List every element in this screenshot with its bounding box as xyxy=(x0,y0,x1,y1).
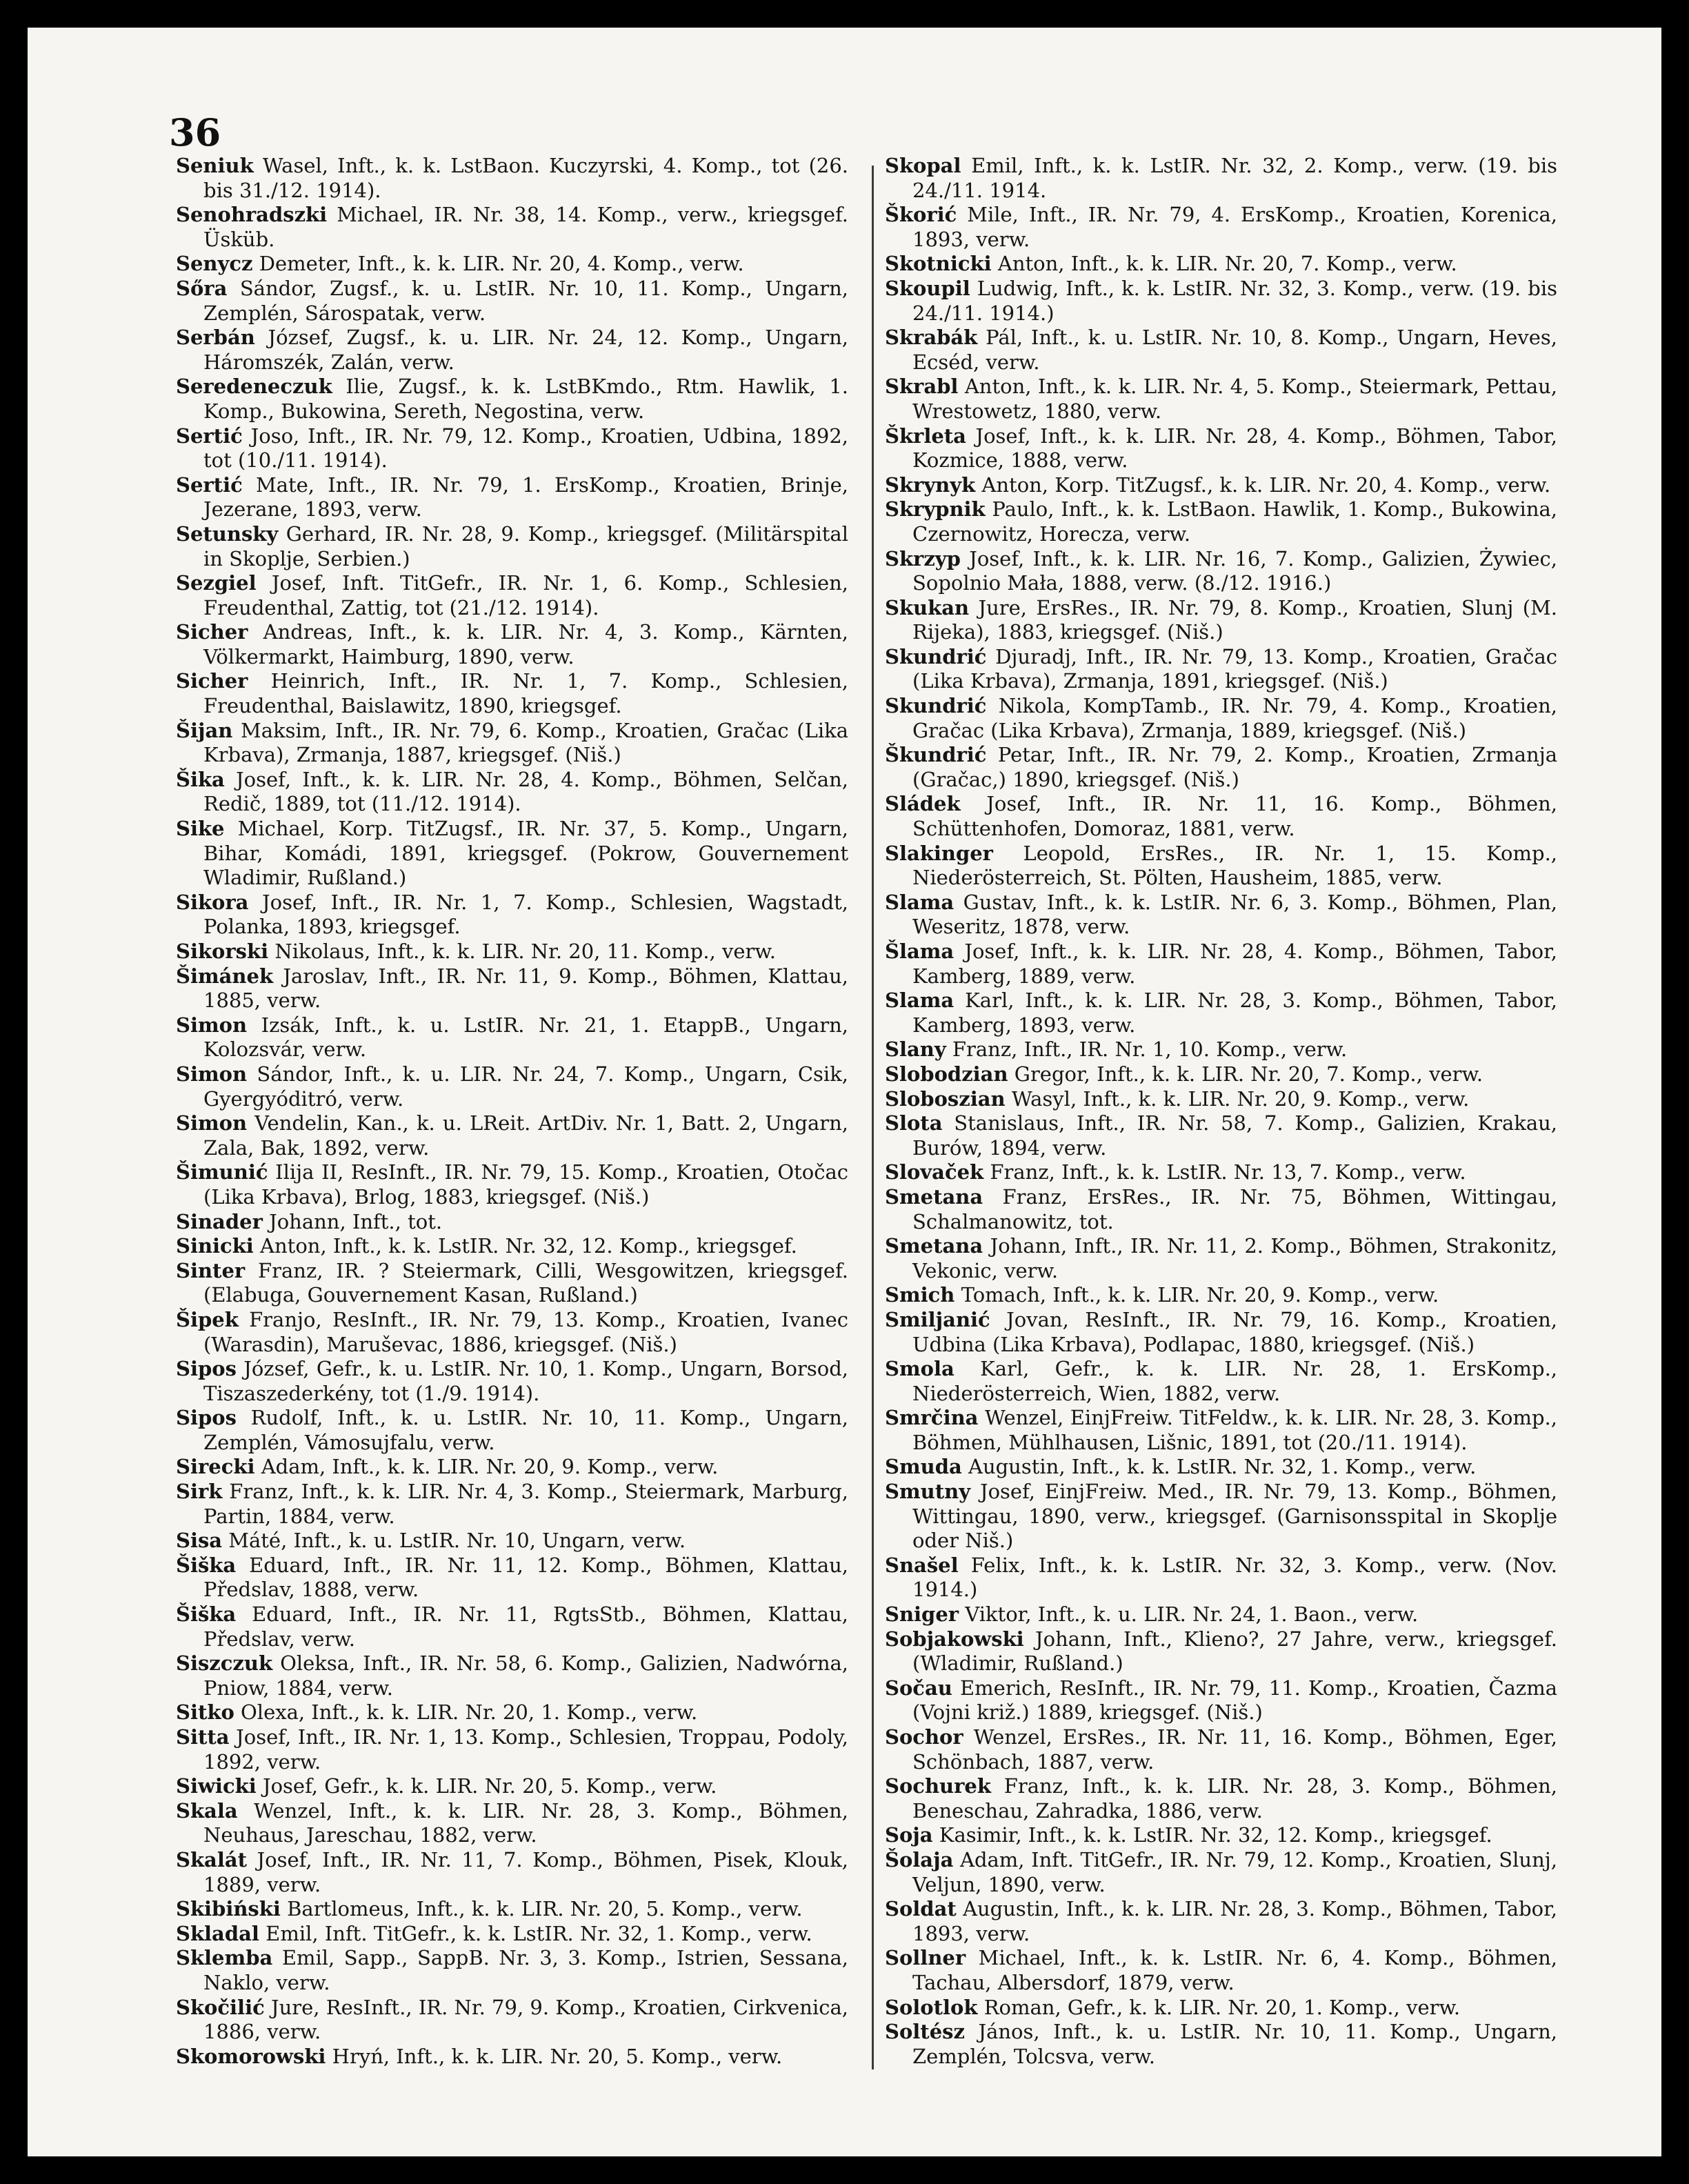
register-entry xyxy=(176,1455,848,1480)
entry-details: Anton, Inft., k. k. LIR. Nr. 4, 5. Komp., Steiermark, Pettau, Wrestowetz, 1880, verw. xyxy=(912,375,1558,423)
entry-details: Augustin, Inft., k. k. LIR. Nr. 28, 3. Komp., Böhmen, Tabor, 1893, verw. xyxy=(912,1897,1558,1945)
entry-surname: Smrčina xyxy=(885,1406,979,1430)
entry-surname: Sočau xyxy=(885,1676,952,1700)
register-entry xyxy=(885,203,1557,252)
entry-surname: Sládek xyxy=(885,792,961,816)
register-entry xyxy=(176,571,848,620)
register-entry xyxy=(885,891,1557,940)
entry-surname: Smiljanić xyxy=(885,1307,990,1331)
entry-surname: Sirk xyxy=(176,1480,223,1504)
register-entry xyxy=(885,1111,1557,1160)
register-entry xyxy=(176,669,848,718)
entry-details: Tomach, Inft., k. k. LIR. Nr. 20, 9. Komp., verw. xyxy=(961,1283,1439,1307)
entry-surname: Sinader xyxy=(176,1209,263,1233)
entry-surname: Seredeneczuk xyxy=(176,375,332,399)
register-entry xyxy=(176,154,848,203)
page-number: 36 xyxy=(169,110,221,155)
register-entry xyxy=(176,1210,848,1235)
right-column xyxy=(885,154,1557,2069)
register-entry xyxy=(885,1406,1557,1455)
register-entry xyxy=(885,1602,1557,1627)
entry-surname: Šiška xyxy=(176,1602,237,1627)
register-entry xyxy=(176,1996,848,2045)
left-column xyxy=(176,154,848,2069)
entry-surname: Skundrić xyxy=(885,694,987,718)
register-entry xyxy=(885,940,1557,989)
register-entry xyxy=(885,473,1557,498)
entry-details: Rudolf, Inft., k. u. LstIR. Nr. 10, 11. Komp., Ungarn, Zemplén, Vámosujfalu, verw. xyxy=(203,1406,848,1454)
entry-surname: Sikorski xyxy=(176,940,269,963)
register-entry xyxy=(885,1455,1557,1480)
register-entry xyxy=(176,1922,848,1947)
register-entry xyxy=(176,817,848,891)
entry-details: Emil, Inft. TitGefr., k. k. LstIR. Nr. 32, 1. Komp., verw. xyxy=(266,1921,812,1945)
register-entry xyxy=(176,1111,848,1160)
register-entry xyxy=(176,1725,848,1774)
register-entry xyxy=(176,1013,848,1062)
entry-details: Jure, ResInft., IR. Nr. 79, 9. Komp., Kroatien, Cirkvenica, 1886, verw. xyxy=(203,1995,849,2044)
entry-details: Pál, Inft., k. u. LstIR. Nr. 10, 8. Komp., Ungarn, Heves, Ecséd, verw. xyxy=(912,326,1557,374)
register-entry xyxy=(885,326,1557,375)
entry-details: Josef, Inft., IR. Nr. 1, 13. Komp., Schlesien, Troppau, Podoly, 1892, verw. xyxy=(203,1725,848,1774)
entry-details: Michael, Korp. TitZugsf., IR. Nr. 37, 5. Komp., Ungarn, Bihar, Komádi, 1891, kriegsgef. (Pokrow, Gouvernement Wladimir, Rußland.) xyxy=(203,817,848,890)
register-entry xyxy=(885,1038,1557,1062)
entry-surname: Skalát xyxy=(176,1847,248,1872)
entry-details: Máté, Inft., k. u. LstIR. Nr. 10, Ungarn, verw. xyxy=(228,1529,686,1553)
entry-details: Mile, Inft., IR. Nr. 79, 4. ErsKomp., Kroatien, Korenica, 1893, verw. xyxy=(912,203,1557,251)
entry-details: Franz, Inft., k. k. LIR. Nr. 4, 3. Komp., Steiermark, Marburg, Partin, 1884, verw. xyxy=(203,1480,849,1528)
register-entry xyxy=(885,694,1557,743)
entry-surname: Skibiński xyxy=(176,1897,281,1921)
register-entry xyxy=(176,424,848,473)
register-entry xyxy=(885,497,1557,546)
entry-surname: Šimánek xyxy=(176,964,274,988)
entry-surname: Sinter xyxy=(176,1258,246,1282)
entry-details: Josef, Inft., k. k. LIR. Nr. 28, 4. Komp., Böhmen, Tabor, Kamberg, 1889, verw. xyxy=(912,940,1557,988)
entry-details: József, Zugsf., k. u. LIR. Nr. 24, 12. Komp., Ungarn, Háromszék, Zalán, verw. xyxy=(203,326,849,374)
entry-details: Emil, Sapp., SappB. Nr. 3, 3. Komp., Istrien, Sessana, Naklo, verw. xyxy=(203,1946,849,1994)
entry-surname: Sezgiel xyxy=(176,571,257,595)
register-entry xyxy=(176,1357,848,1406)
register-entry xyxy=(176,1946,848,1995)
register-entry xyxy=(176,252,848,277)
entry-details: Josef, EinjFreiw. Med., IR. Nr. 79, 13. Komp., Böhmen, Wittingau, 1890, verw., kriegsgef. (Garnisonsspital in Skoplje oder Niš.) xyxy=(912,1480,1558,1553)
register-entry xyxy=(176,1160,848,1209)
entry-details: Nikolaus, Inft., k. k. LIR. Nr. 20, 11. Komp., verw. xyxy=(274,940,777,963)
entry-surname: Simon xyxy=(176,1013,248,1037)
entry-details: Michael, IR. Nr. 38, 14. Komp., verw., kriegsgef. Üsküb. xyxy=(203,203,848,251)
entry-details: Demeter, Inft., k. k. LIR. Nr. 20, 4. Komp., verw. xyxy=(259,252,744,276)
entry-surname: Šika xyxy=(176,767,225,791)
entry-surname: Slama xyxy=(885,890,955,914)
entry-details: Anton, Korp. TitZugsf., k. k. LIR. Nr. 20, 4. Komp., verw. xyxy=(981,473,1551,497)
register-entry xyxy=(885,424,1557,473)
entry-details: Leopold, ErsRes., IR. Nr. 1, 15. Komp., Niederösterreich, St. Pölten, Hausheim, 1885, verw. xyxy=(912,841,1557,890)
entry-surname: Snašel xyxy=(885,1553,959,1577)
entry-details: Karl, Gefr., k. k. LIR. Nr. 28, 1. ErsKomp., Niederösterreich, Wien, 1882, verw. xyxy=(912,1357,1558,1405)
register-entry xyxy=(885,1553,1557,1602)
entry-surname: Slany xyxy=(885,1038,946,1062)
entry-surname: Smola xyxy=(885,1357,955,1381)
entry-details: Josef, Inft., k. k. LIR. Nr. 16, 7. Komp., Galizien, Żywiec, Sopolnio Mała, 1888, verw. (8./12. 1916.) xyxy=(912,546,1558,595)
entry-surname: Skotnicki xyxy=(885,252,992,276)
register-entry xyxy=(885,1946,1557,1995)
entry-surname: Simon xyxy=(176,1111,248,1135)
register-entry xyxy=(885,989,1557,1038)
entry-surname: Slobodzian xyxy=(885,1062,1008,1086)
entry-details: Gustav, Inft., k. k. LstIR. Nr. 6, 3. Komp., Böhmen, Plan, Weseritz, 1878, verw. xyxy=(912,890,1557,939)
entry-surname: Sinicki xyxy=(176,1234,254,1258)
register-entry xyxy=(885,645,1557,694)
entry-details: Djuradj, Inft., IR. Nr. 79, 13. Komp., Kroatien, Gračac (Lika Krbava), Zrmanja, 1891, kriegsgef. (Niš.) xyxy=(912,644,1557,693)
entry-surname: Sike xyxy=(176,817,225,841)
entry-details: Viktor, Inft., k. u. LIR. Nr. 24, 1. Baon., verw. xyxy=(965,1602,1419,1627)
entry-surname: Smich xyxy=(885,1283,955,1307)
register-entry xyxy=(176,964,848,1013)
entry-surname: Solotlok xyxy=(885,1995,978,2019)
register-entry xyxy=(176,1553,848,1602)
entry-surname: Skrabák xyxy=(885,326,978,350)
entry-surname: Šimunić xyxy=(176,1160,268,1184)
entry-details: Nikola, KompTamb., IR. Nr. 79, 4. Komp., Kroatien, Gračac (Lika Krbava), Zrmanja, 1889, kriegsgef. (Niš.) xyxy=(912,694,1557,742)
entry-details: Josef, Inft., k. k. LIR. Nr. 28, 4. Komp., Böhmen, Tabor, Kozmice, 1888, verw. xyxy=(912,424,1557,473)
entry-surname: Soltész xyxy=(885,2020,965,2044)
entry-surname: Slakinger xyxy=(885,841,993,865)
entry-details: Stanislaus, Inft., IR. Nr. 58, 7. Komp., Galizien, Krakau, Burów, 1894, verw. xyxy=(912,1111,1558,1160)
register-entry xyxy=(176,1774,848,1799)
entry-details: Jure, ErsRes., IR. Nr. 79, 8. Komp., Kroatien, Slunj (M. Rijeka), 1883, kriegsgef. (Niš.) xyxy=(912,595,1557,644)
entry-surname: Sipos xyxy=(176,1406,237,1430)
register-entry xyxy=(885,2020,1557,2069)
entry-surname: Setunsky xyxy=(176,522,279,546)
entry-details: Vendelin, Kan., k. u. LReit. ArtDiv. Nr. 1, Batt. 2, Ungarn, Zala, Bak, 1892, verw. xyxy=(203,1111,848,1160)
register-entry xyxy=(176,1848,848,1897)
entry-surname: Skukan xyxy=(885,595,970,619)
register-entry xyxy=(885,1627,1557,1676)
entry-surname: Šlama xyxy=(885,940,955,963)
entry-surname: Skomorowski xyxy=(176,2044,326,2068)
entry-surname: Slota xyxy=(885,1111,943,1135)
entry-surname: Skoupil xyxy=(885,276,970,300)
entry-surname: Skočilić xyxy=(176,1995,265,2019)
entry-surname: Skrynyk xyxy=(885,473,976,497)
entry-details: Hryń, Inft., k. k. LIR. Nr. 20, 5. Komp., verw. xyxy=(332,2044,783,2068)
register-entry xyxy=(885,1283,1557,1308)
entry-surname: Sikora xyxy=(176,890,249,914)
entry-details: Oleksa, Inft., IR. Nr. 58, 6. Komp., Galizien, Nadwórna, Pniow, 1884, verw. xyxy=(203,1651,849,1700)
register-entry xyxy=(885,1357,1557,1406)
register-entry xyxy=(176,1259,848,1308)
register-entry xyxy=(176,1529,848,1553)
entry-details: Ilija II, ResInft., IR. Nr. 79, 15. Komp., Kroatien, Otočac (Lika Krbava), Brlog, 1883, kriegsgef. (Niš.) xyxy=(203,1160,848,1209)
entry-surname: Soja xyxy=(885,1823,933,1847)
entry-surname: Sirecki xyxy=(176,1455,255,1479)
entry-surname: Škundrić xyxy=(885,743,987,767)
register-entry xyxy=(176,277,848,326)
entry-surname: Senohradszki xyxy=(176,203,328,227)
entry-details: Josef, Inft. TitGefr., IR. Nr. 1, 6. Komp., Schlesien, Freudenthal, Zattig, tot (21./12. 1914). xyxy=(203,571,848,619)
entry-surname: Simon xyxy=(176,1062,248,1086)
register-entry xyxy=(176,2045,848,2069)
register-entry xyxy=(885,1823,1557,1848)
entry-surname: Sniger xyxy=(885,1602,959,1627)
register-entry xyxy=(176,1480,848,1529)
entry-details: Bartlomeus, Inft., k. k. LIR. Nr. 20, 5. Komp., verw. xyxy=(287,1897,803,1921)
entry-details: Jaroslav, Inft., IR. Nr. 11, 9. Komp., Böhmen, Klattau, 1885, verw. xyxy=(203,964,849,1013)
register-entry xyxy=(885,1774,1557,1823)
entry-surname: Skala xyxy=(176,1798,238,1823)
entry-surname: Smetana xyxy=(885,1234,983,1258)
entry-details: Gregor, Inft., k. k. LIR. Nr. 20, 7. Komp., verw. xyxy=(1014,1062,1483,1086)
entry-details: Emerich, ResInft., IR. Nr. 79, 11. Komp., Kroatien, Čazma (Vojni križ.) 1889, kriegsgef. (Niš.) xyxy=(912,1676,1557,1725)
entry-details: Josef, Inft., IR. Nr. 11, 16. Komp., Böhmen, Schüttenhofen, Domoraz, 1881, verw. xyxy=(912,792,1558,841)
entry-surname: Škorić xyxy=(885,203,957,227)
entry-surname: Šiška xyxy=(176,1553,237,1577)
entry-details: Eduard, Inft., IR. Nr. 11, RgtsStb., Böhmen, Klattau, Předslav, verw. xyxy=(203,1602,848,1651)
register-entry xyxy=(885,1848,1557,1897)
entry-details: Anton, Inft., k. k. LIR. Nr. 20, 7. Komp., verw. xyxy=(997,252,1457,276)
entry-surname: Soldat xyxy=(885,1897,957,1921)
entry-surname: Sloboszian xyxy=(885,1086,1006,1111)
entry-surname: Skrzyp xyxy=(885,546,961,570)
entry-details: Paulo, Inft., k. k. LstBaon. Hawlik, 1. Komp., Bukowina, Czernowitz, Horecza, verw. xyxy=(912,497,1558,546)
entry-surname: Sollner xyxy=(885,1946,966,1970)
entry-details: Heinrich, Inft., IR. Nr. 1, 7. Komp., Schlesien, Freudenthal, Baislawitz, 1890, kriegsgef. xyxy=(203,669,848,718)
entry-details: Wasyl, Inft., k. k. LIR. Nr. 20, 9. Komp., verw. xyxy=(1011,1086,1470,1111)
entry-surname: Sertić xyxy=(176,473,243,497)
entry-details: Wenzel, ErsRes., IR. Nr. 11, 16. Komp., Böhmen, Eger, Schönbach, 1887, verw. xyxy=(912,1725,1557,1774)
entry-surname: Serbán xyxy=(176,326,255,350)
entry-details: Sándor, Inft., k. u. LIR. Nr. 24, 7. Komp., Ungarn, Csik, Gyergyóditró, verw. xyxy=(203,1062,848,1111)
entry-details: József, Gefr., k. u. LstIR. Nr. 10, 1. Komp., Ungarn, Borsod, Tiszaszederkény, tot (1./9. 1914). xyxy=(203,1357,848,1405)
entry-surname: Šolaja xyxy=(885,1847,954,1872)
entry-surname: Sobjakowski xyxy=(885,1627,1024,1651)
entry-details: Johann, Inft., Klieno?, 27 Jahre, verw., kriegsgef. (Wladimir, Rußland.) xyxy=(912,1627,1557,1676)
entry-details: Franz, IR. ? Steiermark, Cilli, Wesgowitzen, kriegsgef. (Elabuga, Gouvernement Kasan, Rußland.) xyxy=(203,1258,849,1307)
entry-surname: Škrleta xyxy=(885,424,966,448)
entry-surname: Seniuk xyxy=(176,154,254,177)
entry-details: Sándor, Zugsf., k. u. LstIR. Nr. 10, 11. Komp., Ungarn, Zemplén, Sárospatak, verw. xyxy=(203,276,849,325)
entry-details: Josef, Gefr., k. k. LIR. Nr. 20, 5. Komp., verw. xyxy=(262,1774,717,1798)
register-entry xyxy=(885,547,1557,596)
entry-surname: Sicher xyxy=(176,620,248,644)
entry-details: Josef, Inft., IR. Nr. 1, 7. Komp., Schlesien, Wagstadt, Polanka, 1893, kriegsgef. xyxy=(203,890,848,939)
register-entry xyxy=(885,252,1557,277)
register-entry xyxy=(176,375,848,424)
entry-details: Franz, Inft., k. k. LstIR. Nr. 13, 7. Komp., verw. xyxy=(990,1160,1466,1184)
register-entry xyxy=(176,940,848,964)
register-entry xyxy=(176,1234,848,1259)
entry-surname: Skrabl xyxy=(885,375,959,399)
entry-details: Franz, Inft., k. k. LIR. Nr. 28, 3. Komp., Böhmen, Beneschau, Zahradka, 1886, verw. xyxy=(912,1774,1557,1823)
register-entry xyxy=(176,326,848,375)
entry-details: Mate, Inft., IR. Nr. 79, 1. ErsKomp., Kroatien, Brinje, Jezerane, 1893, verw. xyxy=(203,473,849,522)
entry-details: Jovan, ResInft., IR. Nr. 79, 16. Komp., Kroatien, Udbina (Lika Krbava), Podlapac, 1880, kriegsgef. (Niš.) xyxy=(912,1307,1557,1356)
register-entry xyxy=(885,1234,1557,1283)
entry-details: Johann, Inft., IR. Nr. 11, 2. Komp., Böhmen, Strakonitz, Vekonic, verw. xyxy=(912,1234,1557,1282)
entry-details: Johann, Inft., tot. xyxy=(269,1209,443,1233)
register-entry xyxy=(885,1996,1557,2021)
entry-details: Wenzel, EinjFreiw. TitFeldw., k. k. LIR. Nr. 28, 3. Komp., Böhmen, Mühlhausen, Lišnic, 1891, tot (20./11. 1914). xyxy=(912,1406,1557,1454)
register-entry xyxy=(885,1676,1557,1725)
register-entry xyxy=(885,1062,1557,1087)
register-entry xyxy=(885,1480,1557,1553)
entry-details: Emil, Inft., k. k. LstIR. Nr. 32, 2. Komp., verw. (19. bis 24./11. 1914. xyxy=(912,154,1558,202)
register-entry xyxy=(885,1160,1557,1185)
entry-surname: Sitta xyxy=(176,1725,230,1749)
entry-details: Adam, Inft. TitGefr., IR. Nr. 79, 12. Komp., Kroatien, Slunj, Veljun, 1890, verw. xyxy=(912,1847,1557,1896)
register-entry xyxy=(885,1087,1557,1112)
register-entry xyxy=(176,1651,848,1700)
entry-details: Roman, Gefr., k. k. LIR. Nr. 20, 1. Komp., verw. xyxy=(983,1995,1461,2019)
entry-surname: Sicher xyxy=(176,669,248,693)
entry-details: Franz, Inft., IR. Nr. 1, 10. Komp., verw. xyxy=(952,1038,1348,1062)
entry-details: Karl, Inft., k. k. LIR. Nr. 28, 3. Komp., Böhmen, Tabor, Kamberg, 1893, verw. xyxy=(912,989,1557,1037)
register-entry xyxy=(885,842,1557,891)
register-entry xyxy=(885,1725,1557,1774)
entry-details: Petar, Inft., IR. Nr. 79, 2. Komp., Kroatien, Zrmanja (Gračac,) 1890, kriegsgef. (Niš.) xyxy=(912,743,1558,791)
entry-details: Olexa, Inft., k. k. LIR. Nr. 20, 1. Komp., verw. xyxy=(241,1700,698,1725)
entry-surname: Šipek xyxy=(176,1307,239,1331)
register-entry xyxy=(176,719,848,768)
entry-details: Eduard, Inft., IR. Nr. 11, 12. Komp., Böhmen, Klattau, Předslav, 1888, verw. xyxy=(203,1553,849,1602)
entry-surname: Slovaček xyxy=(885,1160,984,1184)
register-entry xyxy=(176,522,848,571)
entry-surname: Slama xyxy=(885,989,955,1013)
entry-details: Wasel, Inft., k. k. LstBaon. Kuczyrski, 4. Komp., tot (26. bis 31./12. 1914). xyxy=(203,154,848,202)
entry-surname: Skladal xyxy=(176,1921,259,1945)
register-entry xyxy=(176,473,848,522)
entry-surname: Senycz xyxy=(176,252,253,276)
entry-details: Josef, Inft., IR. Nr. 11, 7. Komp., Böhmen, Pisek, Klouk, 1889, verw. xyxy=(203,1847,848,1896)
entry-details: Michael, Inft., k. k. LstIR. Nr. 6, 4. Komp., Böhmen, Tachau, Albersdorf, 1879, verw. xyxy=(912,1946,1557,1994)
entry-details: Josef, Inft., k. k. LIR. Nr. 28, 4. Komp., Böhmen, Selčan, Redič, 1889, tot (11./12. 1914). xyxy=(203,767,848,816)
entry-details: János, Inft., k. u. LstIR. Nr. 10, 11. Komp., Ungarn, Zemplén, Tolcsva, verw. xyxy=(912,2020,1558,2068)
register-entry xyxy=(176,891,848,940)
register-entry xyxy=(176,1700,848,1725)
register-entry xyxy=(885,743,1557,792)
register-entry xyxy=(176,1897,848,1922)
entry-surname: Skrypnik xyxy=(885,497,986,522)
register-entry xyxy=(176,620,848,669)
entry-surname: Skundrić xyxy=(885,644,987,668)
entry-surname: Sitko xyxy=(176,1700,234,1725)
register-entry xyxy=(885,375,1557,424)
entry-surname: Sochurek xyxy=(885,1774,991,1798)
register-entry xyxy=(885,1308,1557,1357)
column-divider xyxy=(872,166,874,2069)
entry-surname: Smuda xyxy=(885,1455,962,1479)
entry-surname: Sőra xyxy=(176,276,228,300)
entry-details: Kasimir, Inft., k. k. LstIR. Nr. 32, 12. Komp., kriegsgef. xyxy=(939,1823,1492,1847)
entry-surname: Šijan xyxy=(176,718,233,742)
entry-surname: Sisa xyxy=(176,1529,223,1553)
entry-details: Augustin, Inft., k. k. LstIR. Nr. 32, 1. Komp., verw. xyxy=(968,1455,1477,1479)
entry-surname: Smetana xyxy=(885,1184,983,1209)
entry-details: Franjo, ResInft., IR. Nr. 79, 13. Komp., Kroatien, Ivanec (Warasdin), Maruševac, 1886, kriegsgef. (Niš.) xyxy=(203,1307,849,1356)
entry-surname: Sipos xyxy=(176,1357,237,1381)
entry-details: Franz, ErsRes., IR. Nr. 75, Böhmen, Wittingau, Schalmanowitz, tot. xyxy=(912,1184,1557,1233)
entry-surname: Skopal xyxy=(885,154,961,177)
register-entry xyxy=(176,1602,848,1651)
entry-details: Anton, Inft., k. k. LstIR. Nr. 32, 12. Komp., kriegsgef. xyxy=(260,1234,797,1258)
register-entry xyxy=(176,1406,848,1455)
entry-details: Wenzel, Inft., k. k. LIR. Nr. 28, 3. Komp., Böhmen, Neuhaus, Jareschau, 1882, verw. xyxy=(203,1798,848,1847)
entry-details: Izsák, Inft., k. u. LstIR. Nr. 21, 1. EtappB., Ungarn, Kolozsvár, verw. xyxy=(203,1013,849,1062)
register-entry xyxy=(885,596,1557,645)
entry-details: Andreas, Inft., k. k. LIR. Nr. 4, 3. Komp., Kärnten, Völkermarkt, Haimburg, 1890, verw. xyxy=(203,620,848,668)
entry-surname: Siwicki xyxy=(176,1774,257,1798)
entry-surname: Siszczuk xyxy=(176,1651,273,1676)
entry-details: Felix, Inft., k. k. LstIR. Nr. 32, 3. Komp., verw. (Nov. 1914.) xyxy=(912,1553,1557,1602)
register-entry xyxy=(176,1062,848,1111)
entry-details: Ludwig, Inft., k. k. LstIR. Nr. 32, 3. Komp., verw. (19. bis 24./11. 1914.) xyxy=(912,276,1557,325)
entry-details: Ilie, Zugsf., k. k. LstBKmdo., Rtm. Hawlik, 1. Komp., Bukowina, Sereth, Negostina, verw. xyxy=(203,375,848,423)
entry-details: Adam, Inft., k. k. LIR. Nr. 20, 9. Komp., verw. xyxy=(261,1455,719,1479)
entry-details: Gerhard, IR. Nr. 28, 9. Komp., kriegsgef. (Militärspital in Skoplje, Serbien.) xyxy=(203,522,848,570)
entry-surname: Smutny xyxy=(885,1480,971,1504)
register-entry xyxy=(885,1185,1557,1234)
register-entry xyxy=(885,792,1557,841)
register-entry xyxy=(176,768,848,817)
scanned-page xyxy=(28,28,1661,2156)
entry-details: Maksim, Inft., IR. Nr. 79, 6. Komp., Kroatien, Gračac (Lika Krbava), Zrmanja, 1887, kriegsgef. (Niš.) xyxy=(203,718,849,767)
entry-details: Joso, Inft., IR. Nr. 79, 12. Komp., Kroatien, Udbina, 1892, tot (10./11. 1914). xyxy=(203,424,849,473)
register-entry xyxy=(885,1897,1557,1946)
register-entry xyxy=(176,1799,848,1848)
register-entry xyxy=(885,277,1557,326)
entry-surname: Sertić xyxy=(176,424,243,448)
register-entry xyxy=(176,1308,848,1357)
entry-surname: Sklemba xyxy=(176,1946,273,1970)
entry-surname: Sochor xyxy=(885,1725,963,1749)
register-entry xyxy=(176,203,848,252)
register-entry xyxy=(885,154,1557,203)
